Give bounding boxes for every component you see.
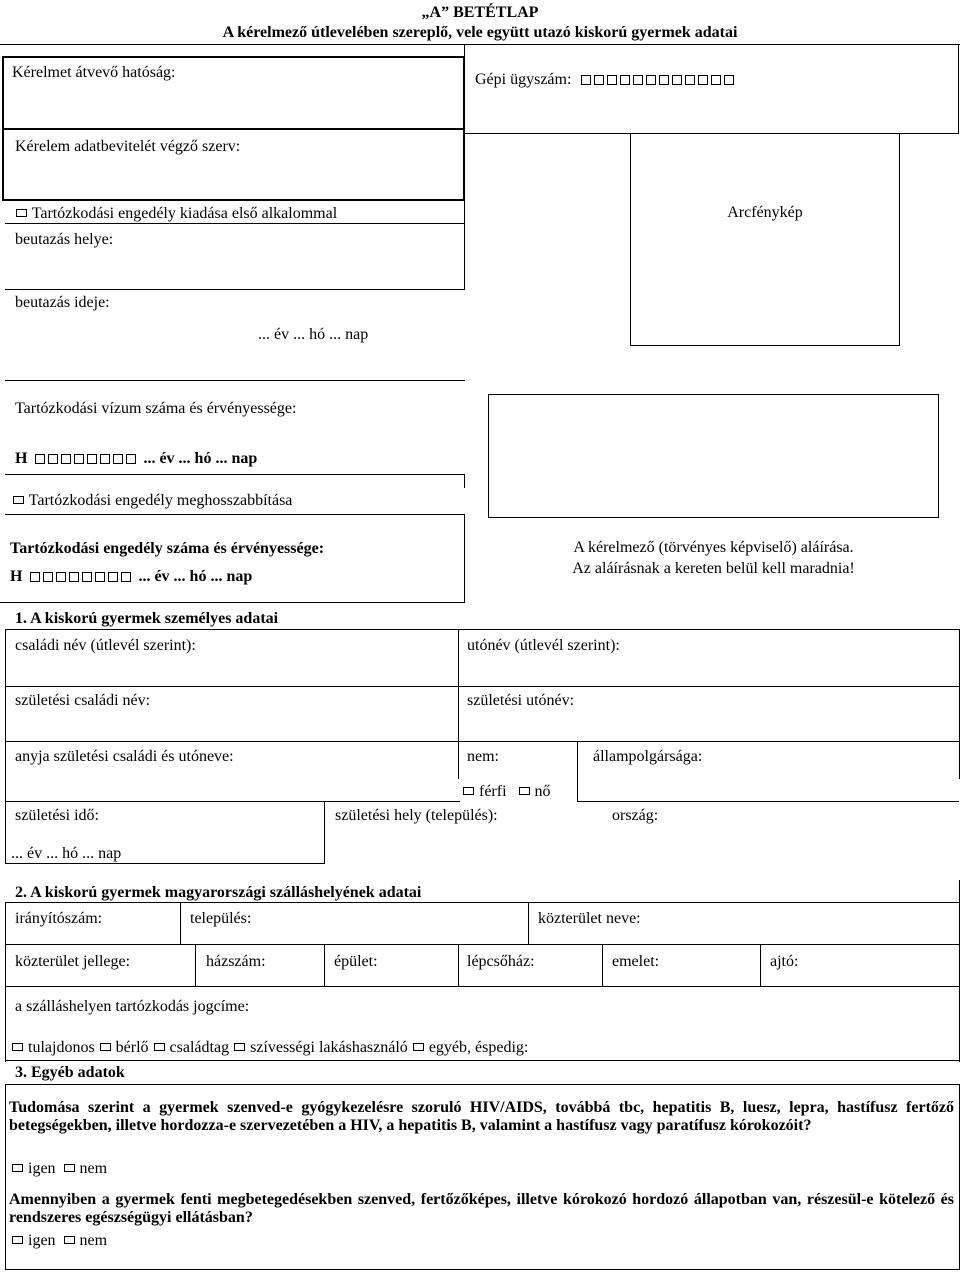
data-entry-label: Kérelem adatbevitelét végző szerv: xyxy=(15,138,241,155)
no-option[interactable]: nem xyxy=(79,1160,108,1177)
no-option[interactable]: nem xyxy=(79,1232,108,1249)
case-number-field[interactable] xyxy=(475,71,737,89)
permit-number-field[interactable]: H ... év ... hó ... nap xyxy=(10,568,253,585)
permit-extend-option[interactable]: Tartózkodási engedély meghosszabbítása xyxy=(12,492,292,510)
birth-given-name-label: születési utónév: xyxy=(467,692,575,709)
signature-note-1: A kérelmező (törvényes képviselő) aláírása. xyxy=(573,539,854,556)
checkbox-icon[interactable] xyxy=(12,1043,23,1051)
section3-title: 3. Egyéb adatok xyxy=(15,1064,125,1081)
case-number-boxes xyxy=(581,71,737,89)
photo-box xyxy=(630,133,900,346)
sex-options[interactable] xyxy=(462,783,551,801)
street-type-label: közterület jellege: xyxy=(15,953,131,970)
citizenship-label: állampolgársága: xyxy=(593,748,703,765)
checkbox-icon[interactable] xyxy=(12,1164,23,1172)
photo-label: Arcfénykép xyxy=(727,204,803,221)
signature-box[interactable] xyxy=(488,394,939,518)
yes-option[interactable]: igen xyxy=(28,1160,56,1177)
staircase-label: lépcsőház: xyxy=(467,953,535,970)
health-question-1: Tudomása szerint a gyermek szenved-e gyógykezelésre szoruló HIV/AIDS, továbbá tbc, hepatitis B, luesz, lepra, hastífusz fertőző betegségekben, illetve hordozza-e szervezetében a HIV, a hepatitis B, valamint a hastífusz vagy paratífusz kórokozóit? xyxy=(9,1099,954,1134)
tenure-options[interactable] xyxy=(11,1039,528,1057)
health-answer-2[interactable] xyxy=(11,1232,107,1250)
form-subtitle: A kérelmező útlevelében szereplő, vele együtt utazó kiskorú gyermek adatai xyxy=(222,24,738,41)
given-name-input[interactable] xyxy=(460,650,958,685)
form-title: „A” BETÉTLAP xyxy=(421,4,539,21)
tenure-label: a szálláshelyen tartózkodás jogcíme: xyxy=(15,998,250,1015)
yes-option[interactable]: igen xyxy=(28,1232,56,1249)
entry-time-label: beutazás ideje: xyxy=(15,294,110,311)
given-name-label: utónév (útlevél szerint): xyxy=(467,637,620,654)
family-name-input[interactable] xyxy=(6,650,457,685)
building-label: épület: xyxy=(334,953,378,970)
checkbox-icon[interactable] xyxy=(463,787,474,795)
authority-label: Kérelmet átvevő hatóság: xyxy=(12,64,176,81)
tenure-option-family[interactable]: családtag xyxy=(169,1039,230,1056)
mother-name-label: anyja születési családi és utóneve: xyxy=(15,748,234,765)
section2-title: 2. A kiskorú gyermek magyarországi szálláshelyének adatai xyxy=(15,884,422,901)
tenure-option-courtesy[interactable]: szívességi lakáshasználó xyxy=(250,1039,408,1056)
checkbox-icon[interactable] xyxy=(13,496,24,504)
permit-number-label: Tartózkodási engedély száma és érvényessége: xyxy=(10,540,325,557)
family-name-label: családi név (útlevél szerint): xyxy=(15,637,196,654)
checkbox-icon[interactable] xyxy=(519,787,530,795)
checkbox-icon[interactable] xyxy=(16,209,27,217)
male-option[interactable]: férfi xyxy=(479,783,507,800)
checkbox-icon[interactable] xyxy=(12,1236,23,1244)
sex-label: nem: xyxy=(467,748,499,765)
section1-title: 1. A kiskorú gyermek személyes adatai xyxy=(15,610,279,627)
door-label: ajtó: xyxy=(770,953,799,970)
visa-label: Tartózkodási vízum száma és érvényessége: xyxy=(15,400,297,417)
tenure-option-tenant[interactable]: bérlő xyxy=(115,1039,149,1056)
health-question-2: Amennyiben a gyermek fenti megbetegedésekben szenved, fertőzőképes, illetve kórokozó hordozó állapotban van, részesül-e kötelező és rendszeres egészségügyi ellátásban? xyxy=(9,1191,954,1226)
checkbox-icon[interactable] xyxy=(64,1164,75,1172)
checkbox-icon[interactable] xyxy=(413,1043,424,1051)
checkbox-icon[interactable] xyxy=(154,1043,165,1051)
checkbox-icon[interactable] xyxy=(234,1043,245,1051)
zip-label: irányítószám: xyxy=(15,910,103,927)
visa-number-field[interactable]: H ... év ... hó ... nap xyxy=(15,450,258,467)
house-number-label: házszám: xyxy=(206,953,266,970)
tenure-option-owner[interactable]: tulajdonos xyxy=(28,1039,95,1056)
entry-place-label: beutazás helye: xyxy=(15,231,114,248)
settlement-label: település: xyxy=(190,910,252,927)
birth-family-name-label: születési családi név: xyxy=(15,692,151,709)
tenure-option-other[interactable]: egyéb, éspedig: xyxy=(428,1039,529,1056)
case-number-label: Gépi ügyszám: xyxy=(475,71,572,88)
birth-place-label: születési hely (település): xyxy=(335,807,498,824)
permit-first-option[interactable]: Tartózkodási engedély kiadása első alkalommal xyxy=(15,205,337,223)
floor-label: emelet: xyxy=(612,953,660,970)
entry-date-field[interactable]: ... év ... hó ... nap xyxy=(258,326,369,343)
health-answer-1[interactable] xyxy=(11,1160,107,1178)
birth-date-label: születési idő: xyxy=(15,807,99,824)
female-option[interactable]: nő xyxy=(534,783,551,800)
country-label: ország: xyxy=(612,807,659,824)
signature-note-2: Az aláírásnak a kereten belül kell maradnia! xyxy=(572,560,855,577)
checkbox-icon[interactable] xyxy=(64,1236,75,1244)
checkbox-icon[interactable] xyxy=(100,1043,111,1051)
birth-date-field[interactable]: ... év ... hó ... nap xyxy=(11,845,122,862)
street-name-label: közterület neve: xyxy=(538,910,641,927)
